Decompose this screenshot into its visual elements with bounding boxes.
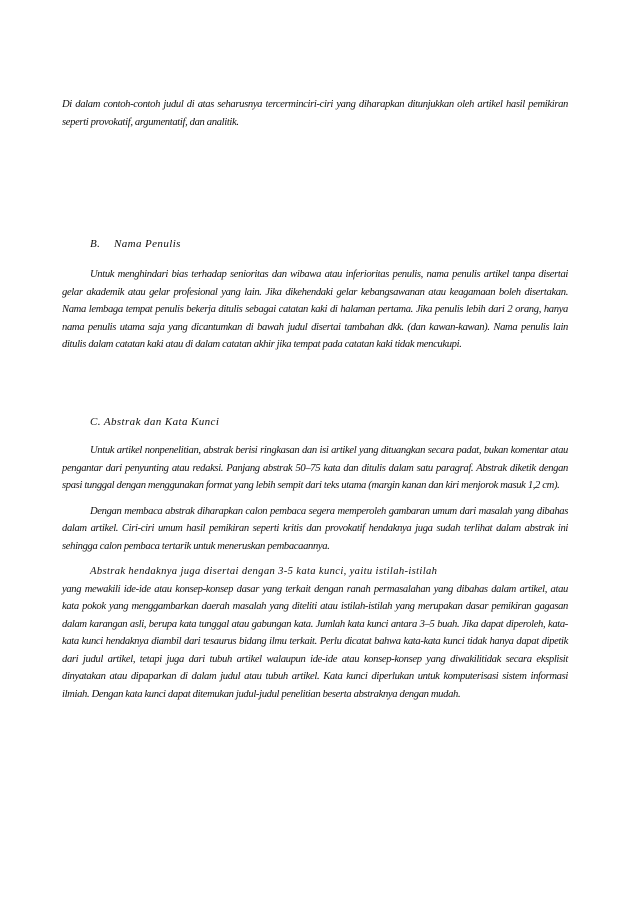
intro-paragraph: Di dalam contoh-contoh judul di atas seharusnya tercerminciri-ciri yang diharapkan ditunjukkan oleh artikel hasil pemikiran seperti provokatif, argumentatif, dan analitik. [62,99,568,128]
section-b-number: B. [90,238,101,250]
section-c-paragraph-3-lead: Abstrak hendaknya juga disertai dengan 3-5 kata kunci, yaitu istilah-istilah [90,566,438,577]
section-b-title: Nama Penulis [114,238,181,250]
intro-section [62,96,568,131]
section-c-paragraph-3-body: yang mewakili ide-ide atau konsep-konsep dasar yang terkait dengan ranah permasalahan yang dibahas dalam artikel, atau kata pokok yang menggambarkan daerah masalah yang diteliti atau istilah-istilah yang merupakan dasar pemikiran gagasan dalam karangan asli, berupa kata tunggal atau gabungan kata. Jumlah kata kunci antara 3–5 buah. Jika dapat diperoleh, kata-kata kunci hendaknya diambil dari tesaurus bidang ilmu terkait. Perlu dicatat bahwa kata-kata kunci tidak hanya dapat dipetik dari judul artikel, tetapi juga dari tubuh artikel walaupun ide-ide atau konsep-konsep yang diwakilitidak secara eksplisit dinyatakan atau dipaparkan di dalam judul atau tubuh artikel. Kata kunci diperlukan untuk komputerisasi sistem informasi ilmiah. Dengan kata kunci dapat ditemukan judul-judul penelitian beserta abstraknya dengan mudah. [62,583,568,700]
section-c-heading: C. Abstrak dan Kata Kunci [90,416,220,428]
section-b-heading [62,236,568,252]
section-b-paragraph: Untuk menghindari bias terhadap senioritas dan wibawa atau inferioritas penulis, nama penulis artikel tanpa disertai gelar akademik atau gelar profesional yang lain. Jika dikehendaki gelar kebangsawanan atau keagamaan boleh disertakan. Nama lembaga tempat penulis bekerja ditulis sebagai catatan kaki di halaman pertama. Jika penulis lebih dari 2 orang, hanya nama penulis utama saja yang dicantumkan di bawah judul disertai tambahan dkk. (dan kawan-kawan). Nama penulis lain ditulis dalam catatan kaki atau di dalam catatan akhir jika tempat pada catatan kaki tidak mencukupi. [62,269,568,350]
section-c [62,414,568,703]
section-c-paragraph-2: Dengan membaca abstrak diharapkan calon pembaca segera memperoleh gambaran umum dari masalah yang dibahas dalam artikel. Ciri-ciri umum hasil pemikiran seperti kritis dan provokatif hendaknya juga sudah terlihat dalam abstrak ini sehingga calon pembaca tertarik untuk meneruskan pembacaannya. [62,505,568,552]
section-c-paragraph-1: Untuk artikel nonpenelitian, abstrak berisi ringkasan dan isi artikel yang dituangkan secara padat, bukan komentar atau pengantar dari penyunting atau redaksi. Panjang abstrak 50–75 kata dan ditulis dalam satu paragraf. Abstrak diketik dengan spasi tunggal dengan menggunakan format yang lebih sempit dari teks utama (margin kanan dan kiri menjorok masuk 1,2 cm). [62,445,568,491]
section-b [62,236,568,354]
